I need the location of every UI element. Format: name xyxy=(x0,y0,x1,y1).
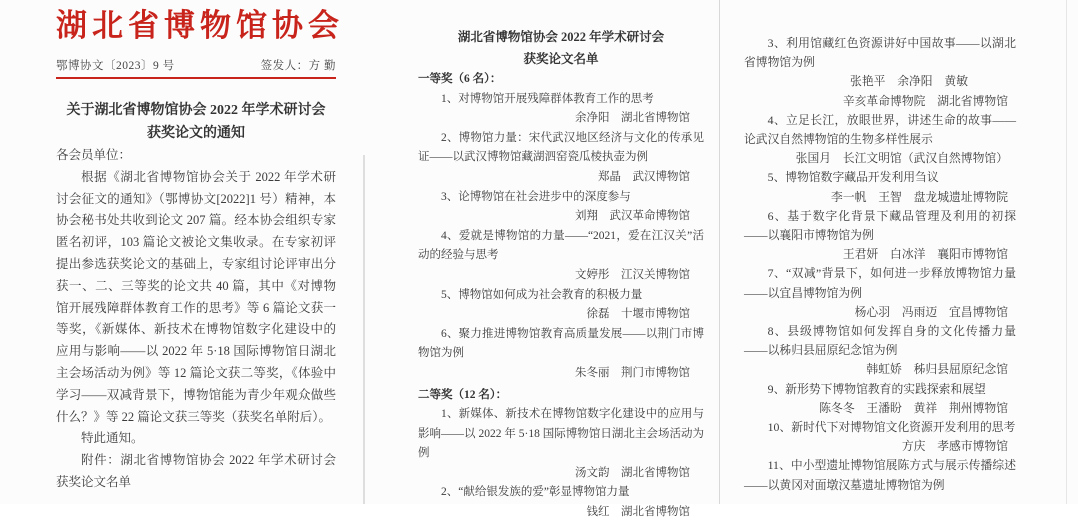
red-divider xyxy=(56,77,336,79)
paper-item-title: 1、新媒体、新技术在博物馆数字化建设中的应用与影响——以 2022 年 5·18 国际博物馆日湖北主会场活动为例 xyxy=(418,408,704,460)
paper-item-title: 4、爱就是博物馆的力量——“2021，爱在江汉关”活动的经验与思考 xyxy=(418,229,704,262)
paper-item-authors: 文婷彤 江汉关博物馆 xyxy=(575,268,690,281)
notice-title xyxy=(56,99,336,145)
paper-item-authors: 方庆 孝感市博物馆 xyxy=(901,439,1008,454)
paper-item-title: 2、“献给银发族的爱”彰显博物馆力量 xyxy=(441,486,630,499)
paper-item-authors: 张国月 长江文明馆（武汉自然博物馆） xyxy=(795,151,1008,166)
paper-item-authors: 陈冬冬 王潘盼 黄祥 荆州博物馆 xyxy=(819,400,1008,415)
notice-page xyxy=(56,0,344,494)
doc-number: 鄂博协文〔2023〕9 号 xyxy=(56,60,175,72)
notice-paragraph: 根据《湖北省博物馆协会关于 2022 年学术研讨会征文的通知》（鄂博协文[2022]1 号）精神，本协会秘书处共收到论文 207 篇。经本协会组织专家匿名初评，103 篇论文被论文集收录。在专家初评提出参选获奖论文的基础上，专家组讨论评审出分获一、二、三等奖的论文共 40 篇，其中《对博物馆开展残障群体教育工作的思考》等 6 篇论文获一等奖，《新媒体、新技术在博物馆数字化建设中的应用与影响——以 2022 年 5·18 国际博物馆日湖北主会场活动为例》等 12 篇论文获二等奖，《体验中学习——双减背景下，博物馆能为青少年观众做些什么？》等 22 篇论文获三等奖（获奖名单附后）。 xyxy=(56,169,336,424)
paper-item-title: 6、聚力推进博物馆教育高质量发展——以荆门市博物馆为例 xyxy=(418,327,704,360)
notice-title-line2: 获奖论文的通知 xyxy=(147,126,245,141)
paper-item-authors: 韩虹娇 秭归县屈原纪念馆 xyxy=(866,362,1008,377)
paper-item-authors: 汤文韵 湖北省博物馆 xyxy=(575,466,690,479)
paper-item-title: 1、对博物馆开展残障群体教育工作的思考 xyxy=(441,92,654,105)
second-prize-heading: 二等奖（12 名）： xyxy=(418,388,508,401)
paper-item-authors: 朱冬丽 荆门市博物馆 xyxy=(575,366,690,379)
award-list-page-1 xyxy=(418,0,704,523)
paper-item-authors: 钱红 湖北省博物馆 xyxy=(586,506,690,519)
paper-item-title: 6、基于数字化背景下藏品管理及利用的初探——以襄阳市博物馆为例 xyxy=(744,208,1016,243)
paper-item-title: 7、“双减”背景下，如何进一步释放博物馆力量——以宜昌博物馆为例 xyxy=(744,266,1016,300)
paper-item-title: 5、博物馆数字藏品开发利用刍议 xyxy=(767,170,939,185)
paper-item-authors: 杨心羽 冯雨迈 宜昌博物馆 xyxy=(854,304,1008,319)
paper-item-title: 11、中小型遗址博物馆展陈方式与展示传播综述——以黄冈对面墩汉墓遗址博物馆为例 xyxy=(744,458,1016,492)
notice-body xyxy=(56,145,336,494)
notice-attachment: 附件：湖北省博物馆协会 2022 年学术研讨会获奖论文名单 xyxy=(56,453,336,489)
page-edge-line-middle xyxy=(719,0,720,504)
page-edge-line-left xyxy=(363,155,365,504)
paper-item-authors: 刘翔 武汉革命博物馆 xyxy=(575,210,690,223)
award-list-page-2 xyxy=(744,0,1016,495)
paper-item-authors: 徐磊 十堰市博物馆 xyxy=(586,308,690,321)
page-edge-line-right xyxy=(1066,0,1067,504)
paper-item-title: 5、博物馆如何成为社会教育的积极力量 xyxy=(441,288,643,301)
paper-item-authors: 余净阳 湖北省博物馆 xyxy=(575,112,690,125)
paper-item-authors: 张艳平 余净阳 黄敏 xyxy=(850,74,968,89)
paper-item-title: 8、县级博物馆如何发挥自身的文化传播力量——以秭归县屈原纪念馆为例 xyxy=(744,324,1016,358)
paper-item-title: 3、利用馆藏红色资源讲好中国故事——以湖北省博物馆为例 xyxy=(744,36,1016,70)
salutation: 各会员单位： xyxy=(56,148,132,162)
paper-item-authors: 郑晶 武汉博物馆 xyxy=(598,170,690,183)
paper-item-authors: 王君妍 白冰洋 襄阳市博物馆 xyxy=(842,247,1008,262)
first-prize-heading: 一等奖（6 名）： xyxy=(418,73,502,85)
paper-item-title: 9、新形势下博物馆教育的实践探索和展望 xyxy=(767,381,986,396)
paper-item-title: 10、新时代下对博物馆文化资源开发利用的思考 xyxy=(767,420,1016,435)
list-title-line2: 获奖论文名单 xyxy=(523,52,599,66)
paper-item-authors: 李一帆 王智 盘龙城遗址博物院 xyxy=(831,189,1008,204)
paper-item-title: 2、博物馆力量：宋代武汉地区经济与文化的传承见证——以武汉博物馆藏湖泗窑瓷瓜棱执壶为例 xyxy=(418,131,704,164)
list-title xyxy=(418,26,704,70)
issuer: 签发人：方 勤 xyxy=(260,60,336,72)
paper-item-title: 3、论博物馆在社会进步中的深度参与 xyxy=(441,190,631,203)
doc-number-row xyxy=(56,57,336,73)
paper-item-title: 4、立足长江，放眼世界，讲述生命的故事——论武汉自然博物馆的生物多样性展示 xyxy=(744,112,1016,147)
list-title-line1: 湖北省博物馆协会 2022 年学术研讨会 xyxy=(457,30,665,44)
notice-title-line1: 关于湖北省博物馆协会 2022 年学术研讨会 xyxy=(66,103,326,118)
notice-closing: 特此通知。 xyxy=(81,431,144,446)
org-header-title: 湖北省博物馆协会 xyxy=(56,8,344,43)
paper-item-authors: 辛亥革命博物院 湖北省博物馆 xyxy=(842,93,1008,108)
